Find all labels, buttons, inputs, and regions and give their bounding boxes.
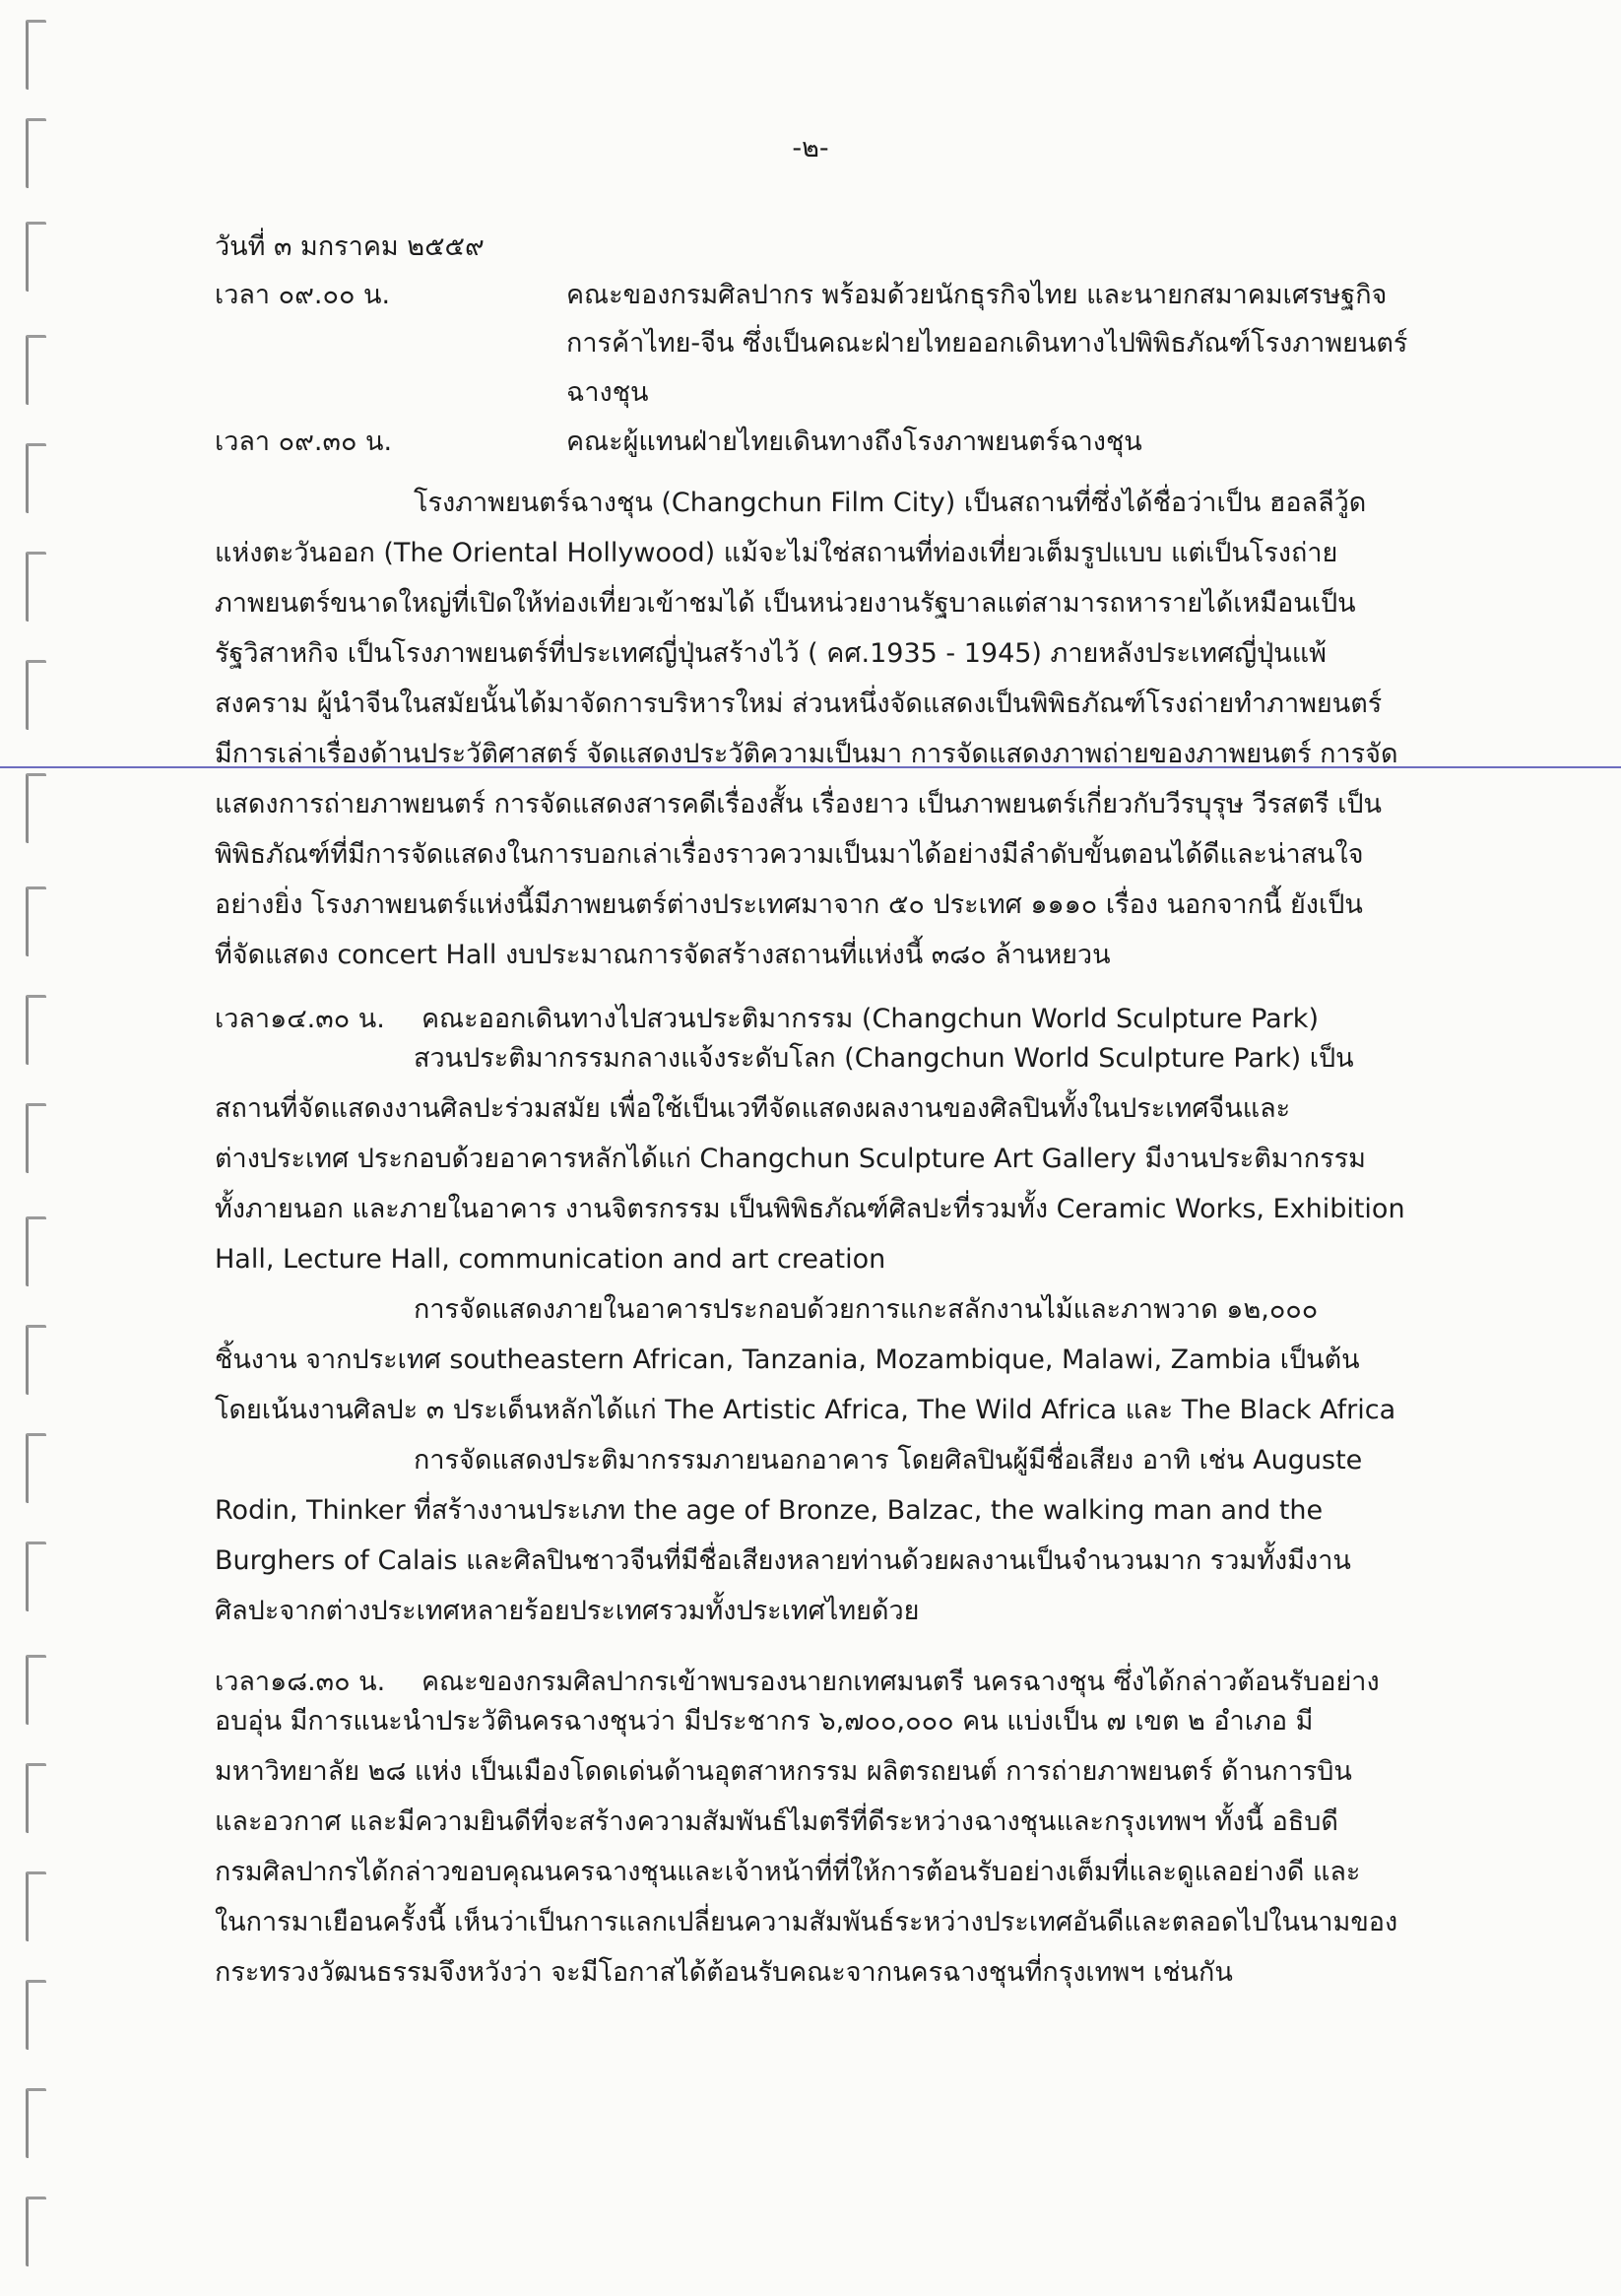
paragraph-line: การจัดแสดงประติมากรรมภายนอกอาคาร โดยศิลปินผู้มีชื่อเสียง อาทิ เช่น Auguste: [414, 1445, 1363, 1476]
binder-ring: [26, 1542, 46, 1611]
binder-ring: [26, 2197, 46, 2266]
binder-ring: [26, 886, 46, 956]
sculpture-paragraph: [215, 1033, 1408, 1636]
paragraph-line: ชิ้นงาน จากประเทศ southeastern African, Tanzania, Mozambique, Malawi, Zambia เป็นต้น: [215, 1345, 1360, 1375]
paragraph-line: ในการมาเยือนครั้งนี้ เห็นว่าเป็นการแลกเปลี่ยนความสัมพันธ์ระหว่างประเทศอันดีและตลอดไปในนามของ: [215, 1907, 1398, 1937]
paragraph-line: รัฐวิสาหกิจ เป็นโรงภาพยนตร์ที่ประเทศญี่ปุ่นสร้างไว้ ( คศ.1935 - 1945) ภายหลังประเทศญี่ปุ่นแพ้: [215, 638, 1327, 669]
binder-ring: [26, 660, 46, 730]
binder-ring: [26, 222, 46, 292]
binder-ring: [26, 1216, 46, 1286]
paragraph-line: แห่งตะวันออก (The Oriental Hollywood) แม้จะไม่ใช่สถานที่ท่องเที่ยวเต็มรูปแบบ แต่เป็นโรงถ่าย: [215, 538, 1338, 568]
binder-ring: [26, 1871, 46, 1941]
paragraph-line: มหาวิทยาลัย ๒๘ แห่ง เป็นเมืองโดดเด่นด้านอุตสาหกรรม ผลิตรถยนต์ การถ่ายภาพยนตร์ ด้านการบิน: [215, 1756, 1352, 1787]
page-number: -๒-: [792, 133, 829, 164]
binder-ring: [26, 1325, 46, 1395]
schedule-text: ฉางชุน: [566, 377, 649, 408]
film-city-paragraph: [215, 478, 1408, 980]
binder-ring: [26, 1655, 46, 1725]
binder-ring: [26, 443, 46, 513]
paragraph-line: สงคราม ผู้นำจีนในสมัยนั้นได้มาจัดการบริหารใหม่ ส่วนหนึ่งจัดแสดงเป็นพิพิธภัณฑ์โรงถ่ายทำภาพยนตร์: [215, 689, 1383, 719]
binder-ring: [26, 335, 46, 405]
paragraph-line: สวนประติมากรรมกลางแจ้งระดับโลก (Changchun World Sculpture Park) เป็น: [414, 1043, 1354, 1074]
schedule-text: คณะของกรมศิลปากร พร้อมด้วยนักธุรกิจไทย และนายกสมาคมเศรษฐกิจ: [566, 280, 1388, 310]
paragraph-line: อย่างยิ่ง โรงภาพยนตร์แห่งนี้มีภาพยนตร์ต่างประเทศมาจาก ๕๐ ประเทศ ๑๑๑๐ เรื่อง นอกจากนี้ ยังเป็น: [215, 889, 1363, 920]
paragraph-line: พิพิธภัณฑ์ที่มีการจัดแสดงในการบอกเล่าเรื่องราวความเป็นมาได้อย่างมีลำดับขั้นตอนได้ดีและน่าสนใจ: [215, 839, 1364, 870]
mayor-paragraph: [215, 1696, 1408, 1998]
paragraph-line: โรงภาพยนตร์ฉางชุน (Changchun Film City) เป็นสถานที่ซึ่งได้ชื่อว่าเป็น ฮอลลีวู้ด: [414, 488, 1367, 518]
paragraph-line: ศิลปะจากต่างประเทศหลายร้อยประเทศรวมทั้งประเทศไทยด้วย: [215, 1596, 920, 1626]
paragraph-line: การจัดแสดงภายในอาคารประกอบด้วยการแกะสลักงานไม้และภาพวาด ๑๒,๐๐๐: [414, 1294, 1319, 1325]
schedule-text: คณะผู้แทนฝ่ายไทยเดินทางถึงโรงภาพยนตร์ฉางชุน: [566, 426, 1142, 457]
paragraph-line: ทั้งภายนอก และภายในอาคาร งานจิตรกรรม เป็นพิพิธภัณฑ์ศิลปะที่รวมทั้ง Ceramic Works, Exhibition: [215, 1194, 1405, 1224]
paragraph-line: อบอุ่น มีการแนะนำประวัตินครฉางชุนว่า มีประชากร ๖,๗๐๐,๐๐๐ คน แบ่งเป็น ๗ เขต ๒ อำเภอ มี: [215, 1706, 1314, 1737]
binder-ring: [26, 1980, 46, 2050]
paragraph-line: กระทรวงวัฒนธรรมจึงหวังว่า จะมีโอกาสได้ต้อนรับคณะจากนครฉางชุนที่กรุงเทพฯ เช่นกัน: [215, 1957, 1233, 1988]
binder-ring: [26, 773, 46, 843]
paragraph-line: โดยเน้นงานศิลปะ ๓ ประเด็นหลักได้แก่ The Artistic Africa, The Wild Africa และ The Black Africa: [215, 1395, 1396, 1425]
binder-ring: [26, 995, 46, 1065]
paragraph-line: Rodin, Thinker ที่สร้างงานประเภท the age of Bronze, Balzac, the walking man and the: [215, 1495, 1324, 1526]
binder-ring: [26, 1763, 46, 1833]
schedule-time: เวลา๑๔.๓๐ น.: [215, 1004, 385, 1034]
paragraph-line: ภาพยนตร์ขนาดใหญ่ที่เปิดให้ท่องเที่ยวเข้าชมได้ เป็นหน่วยงานรัฐบาลแต่สามารถหารายได้เหมือนเป็น: [215, 588, 1356, 619]
schedule-time: เวลา ๐๙.๐๐ น.: [215, 280, 391, 310]
binder-ring: [26, 2088, 46, 2158]
paragraph-line: Burghers of Calais และศิลปินชาวจีนที่มีชื่อเสียงหลายท่านด้วยผลงานเป็นจำนวนมาก รวมทั้งมีงาน: [215, 1545, 1351, 1576]
paragraph-line: ต่างประเทศ ประกอบด้วยอาคารหลักได้แก่ Changchun Sculpture Art Gallery มีงานประติมากรรม: [215, 1144, 1366, 1174]
sculpture-heading: คณะออกเดินทางไปสวนประติมากรรม (Changchun World Sculpture Park): [421, 1004, 1319, 1034]
paragraph-line: สถานที่จัดแสดงงานศิลปะร่วมสมัย เพื่อใช้เป็นเวทีจัดแสดงผลงานของศิลปินทั้งในประเทศจีนและ: [215, 1093, 1291, 1124]
binder-holes: [22, 0, 51, 2296]
binder-ring: [26, 1103, 46, 1173]
paragraph-line: คณะของกรมศิลปากรเข้าพบรองนายกเทศมนตรี นครฉางชุน ซึ่งได้กล่าวต้อนรับอย่าง: [421, 1667, 1380, 1697]
schedule-time: เวลา ๐๙.๓๐ น.: [215, 426, 393, 457]
paragraph-line: ที่จัดแสดง concert Hall งบประมาณการจัดสร้างสถานที่แห่งนี้ ๓๘๐ ล้านหยวน: [215, 940, 1111, 970]
paragraph-line: Hall, Lecture Hall, communication and art creation: [215, 1244, 886, 1275]
paragraph-line: มีการเล่าเรื่องด้านประวัติศาสตร์ จัดแสดงประวัติความเป็นมา การจัดแสดงภาพถ่ายของภาพยนตร์ การจัด: [215, 739, 1398, 769]
binder-ring: [26, 20, 46, 90]
binder-ring: [26, 1433, 46, 1503]
paragraph-line: และอวกาศ และมีความยินดีที่จะสร้างความสัมพันธ์ไมตรีที่ดีระหว่างฉางชุนและกรุงเทพฯ ทั้งนี้ อธิบดี: [215, 1806, 1338, 1837]
paragraph-line: แสดงการถ่ายภาพยนตร์ การจัดแสดงสารคดีเรื่องสั้น เรื่องยาว เป็นภาพยนตร์เกี่ยวกับวีรบุรุษ วีรสตรี เป็น: [215, 789, 1383, 820]
paragraph-line: กรมศิลปากรได้กล่าวขอบคุณนครฉางชุนและเจ้าหน้าที่ที่ให้การต้อนรับอย่างเต็มที่และดูแลอย่างดี และ: [215, 1857, 1361, 1887]
date-heading: วันที่ ๓ มกราคม ๒๕๕๙: [215, 231, 485, 262]
binder-ring: [26, 552, 46, 622]
schedule-text: การค้าไทย-จีน ซึ่งเป็นคณะฝ่ายไทยออกเดินทางไปพิพิธภัณฑ์โรงภาพยนตร์: [566, 328, 1408, 359]
schedule-time: เวลา๑๘.๓๐ น.: [215, 1667, 386, 1697]
